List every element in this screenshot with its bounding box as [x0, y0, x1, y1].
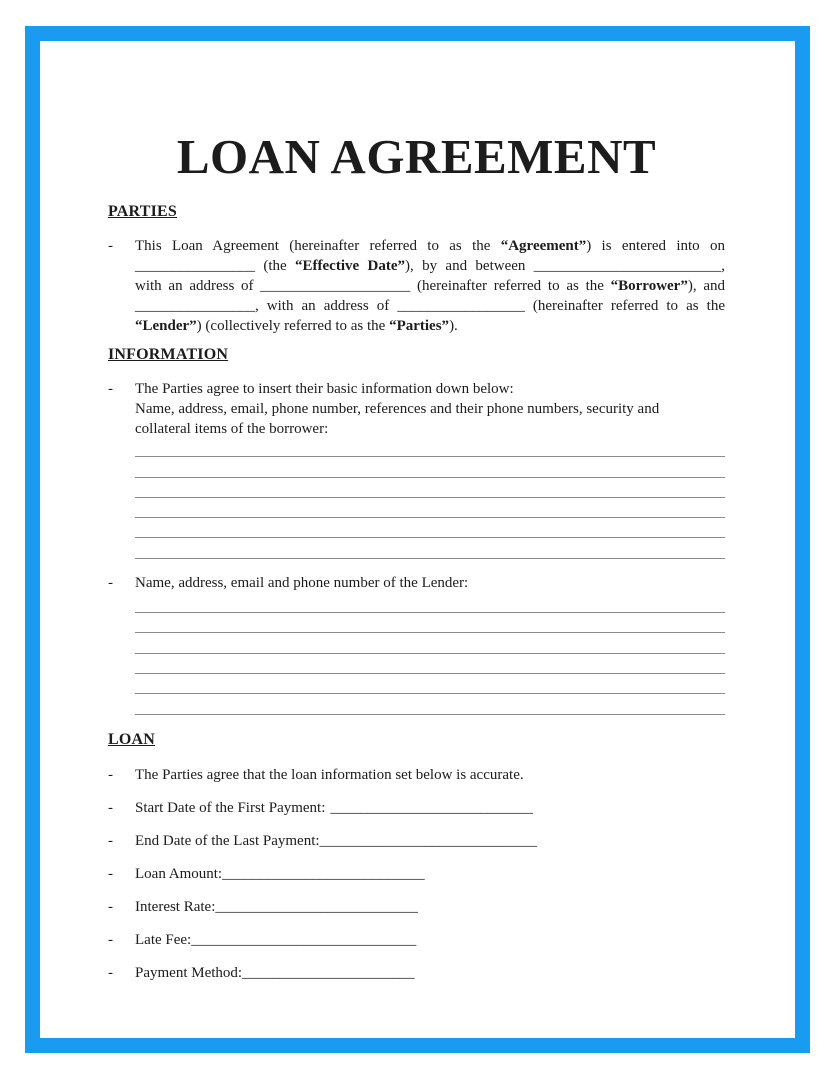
loan-item-label: Payment Method: [135, 964, 243, 981]
loan-item-payment-method [108, 963, 725, 983]
loan-intro-clause [108, 765, 725, 785]
ruled-line [135, 654, 725, 674]
ruled-line [135, 694, 725, 714]
bullet-dash: - [108, 964, 113, 981]
loan-item-start-date [108, 798, 725, 818]
loan-item-interest-rate [108, 897, 725, 917]
ruled-line [135, 633, 725, 653]
bullet-dash: - [108, 865, 113, 882]
borrower-info-clause [108, 379, 725, 439]
document-title: LOAN AGREEMENT [176, 129, 657, 184]
lender-info-line: Name, address, email and phone number of the Lender: [135, 574, 469, 591]
bullet-dash: - [108, 832, 113, 849]
lender-info-clause [108, 573, 725, 593]
loan-intro-text: The Parties agree that the loan information set below is accurate. [135, 766, 524, 783]
loan-item-end-date [108, 831, 725, 851]
loan-item-late-fee [108, 930, 725, 950]
lender-fill-in-lines [135, 593, 725, 715]
interest-rate-blank: ___________________________ [215, 898, 418, 915]
section-heading-loan: LOAN [108, 730, 156, 748]
loan-item-label: Interest Rate: [135, 898, 216, 915]
bullet-dash: - [108, 898, 113, 915]
borrower-info-line: The Parties agree to insert their basic information down below: [135, 381, 514, 397]
bullet-dash: - [108, 799, 113, 816]
bullet-dash: - [108, 381, 113, 397]
loan-item-label: End Date of the Last Payment: [135, 832, 320, 849]
borrower-info-text [135, 379, 725, 439]
bullet-dash: - [108, 574, 113, 591]
loan-item-label: Loan Amount: [135, 865, 223, 882]
ruled-line [135, 518, 725, 538]
bullet-dash: - [108, 238, 113, 254]
ruled-line [135, 593, 725, 613]
paragraph-line: ________________ (the “Effective Date”), by and between _________________________, [135, 258, 725, 274]
ruled-line [135, 437, 725, 457]
paragraph-line: ________________, with an address of _________________ (hereinafter referred to as the [135, 298, 725, 314]
loan-item-label: Late Fee: [135, 931, 192, 948]
payment-method-blank: _______________________ [242, 964, 415, 981]
paragraph-line: “Lender”) (collectively referred to as the “Parties”). [135, 318, 458, 334]
paragraph-line: This Loan Agreement (hereinafter referred to as the “Agreement”) is entered into on [135, 238, 725, 254]
paragraph-line: with an address of ____________________ (hereinafter referred to as the “Borrower”), and [135, 278, 725, 294]
ruled-line [135, 478, 725, 498]
parties-clause [108, 236, 725, 336]
page-border [25, 26, 810, 1053]
start-date-blank: ___________________________ [330, 799, 533, 816]
ruled-line [135, 538, 725, 558]
bullet-dash: - [108, 766, 113, 783]
loan-item-amount [108, 864, 725, 884]
loan-item-label: Start Date of the First Payment: [135, 799, 326, 816]
loan-amount-blank: ___________________________ [222, 865, 425, 882]
section-heading-information: INFORMATION [108, 346, 229, 363]
ruled-line [135, 613, 725, 633]
late-fee-blank: ______________________________ [191, 931, 417, 948]
ruled-line [135, 498, 725, 518]
ruled-line [135, 457, 725, 477]
borrower-info-line: Name, address, email, phone number, references and their phone numbers, security and [135, 401, 660, 417]
section-heading-parties: PARTIES [108, 203, 178, 220]
parties-paragraph [135, 236, 725, 336]
ruled-line [135, 674, 725, 694]
borrower-info-line: collateral items of the borrower: [135, 421, 329, 437]
document-content [108, 41, 725, 983]
borrower-fill-in-lines [135, 437, 725, 559]
bullet-dash: - [108, 931, 113, 948]
end-date-blank: _____________________________ [319, 832, 538, 849]
